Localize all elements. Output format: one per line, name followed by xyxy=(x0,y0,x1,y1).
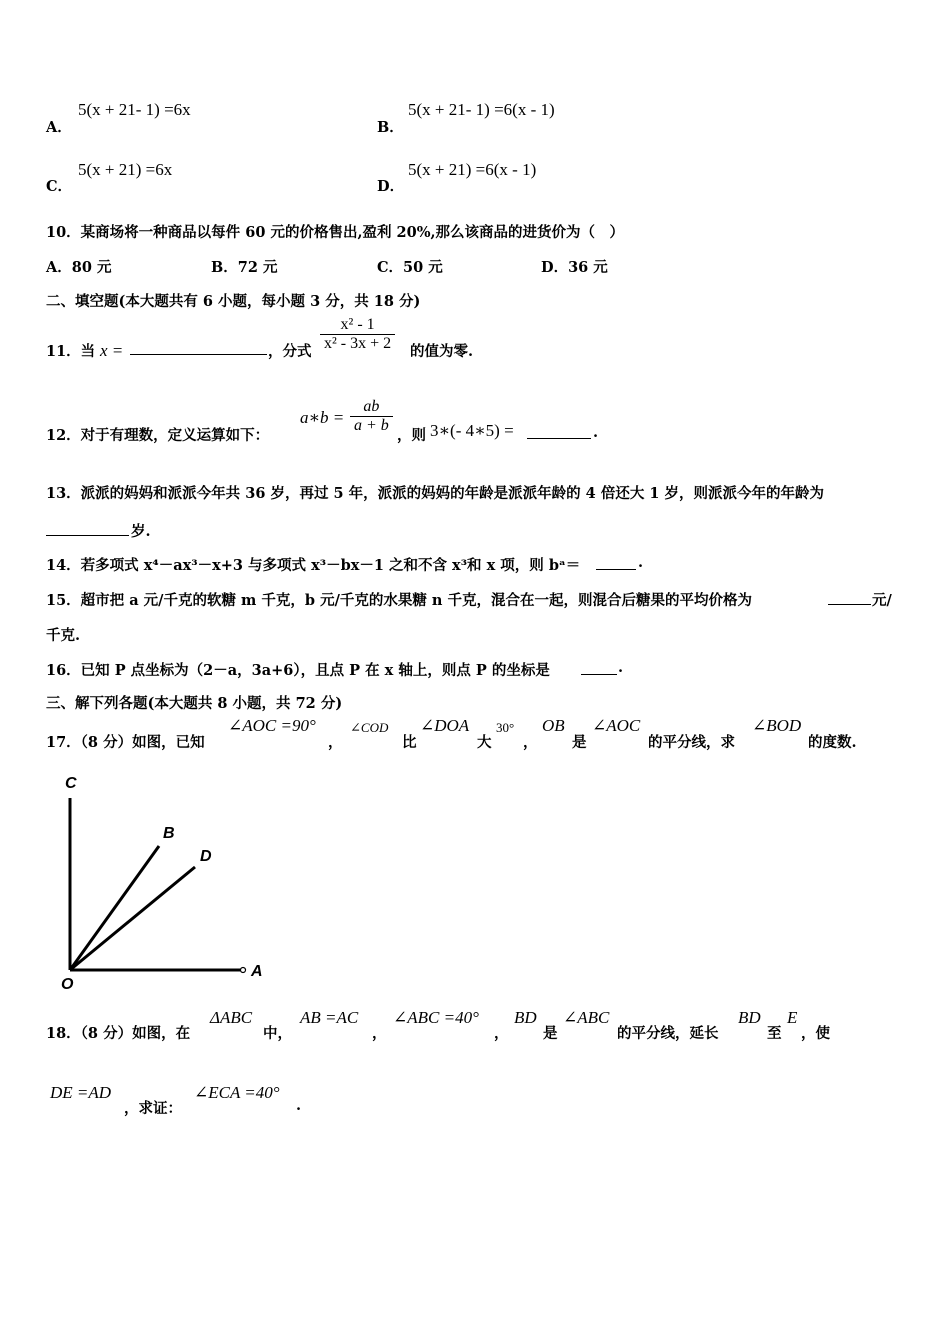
q18-text-9: ，求证： xyxy=(124,1100,182,1117)
q17-math-4: 30° xyxy=(496,720,515,735)
q17-text-7: 的平分线，求 xyxy=(648,734,735,751)
q9-option-a-label: A． xyxy=(46,119,72,136)
q13-suffix: 岁. xyxy=(131,523,151,540)
q11-mid: ，分式 xyxy=(268,343,312,360)
q10-option-c: C．50 元 xyxy=(377,259,443,276)
q18-math-2: AB =AC xyxy=(300,1008,359,1027)
q17-math-3: ∠DOA xyxy=(420,716,470,735)
q12-mid: ，则 xyxy=(397,427,426,444)
section-2-heading: 二、填空题(本大题共有 6 小题，每小题 3 分，共 18 分) xyxy=(46,293,421,310)
point-a xyxy=(241,968,246,973)
q17-text-5: ， xyxy=(523,734,538,751)
q17-angle-figure xyxy=(55,770,285,995)
q18-math-3: ∠ABC =40° xyxy=(393,1008,479,1027)
q9-option-c-label: C． xyxy=(46,178,73,195)
q15-line1: 15．超市把 a 元/千克的软糖 m 千克，b 元/千克的水果糖 n 千克，混合在一起，则混合后糖果的平均价格为 xyxy=(46,592,753,609)
q10-option-d: D．36 元 xyxy=(541,259,608,276)
q16-suffix: . xyxy=(618,659,624,676)
q18-math-7: E xyxy=(787,1008,798,1027)
q12-def-denominator: a + b xyxy=(350,416,393,435)
q16-text: 16．已知 P 点坐标为（2－a，3a+6），且点 P 在 x 轴上，则点 P 的坐标是 xyxy=(46,662,550,679)
q18-math-8: DE =AD xyxy=(50,1083,112,1102)
label-d: D xyxy=(200,848,212,865)
q18-math-4: BD xyxy=(514,1008,537,1027)
q14-text: 14．若多项式 x⁴－ax³－x+3 与多项式 x³－bx－1 之和不含 x³和 x 项，则 bᵃ＝ xyxy=(46,557,581,574)
q17-math-5: OB xyxy=(542,716,565,735)
q18-text-2: 中， xyxy=(263,1025,292,1042)
q18-math-5: ∠ABC xyxy=(563,1008,610,1027)
q11-variable: x = xyxy=(100,341,124,360)
q17-text-3: 比 xyxy=(402,734,417,751)
q17-text-6: 是 xyxy=(572,734,587,751)
q18-text-4: ， xyxy=(494,1025,509,1042)
q17-text-2: ， xyxy=(328,734,343,751)
q17-math-7: ∠BOD xyxy=(752,716,802,735)
q17-text-4: 大 xyxy=(477,734,492,751)
q13-line1: 13．派派的妈妈和派派今年共 36 岁，再过 5 年，派派的妈妈的年龄是派派年龄的 4 倍还大 1 岁，则派派今年的年龄为 xyxy=(46,485,825,502)
q18-text-10: . xyxy=(296,1097,302,1114)
section-3-heading: 三、解下列各题(本大题共 8 小题，共 72 分) xyxy=(46,695,343,712)
q12-def-fraction xyxy=(350,398,393,435)
q18-text-6: 的平分线，延长 xyxy=(617,1025,719,1042)
q13-answer-blank xyxy=(46,535,129,536)
q12-def-numerator: ab xyxy=(363,398,380,415)
q9-option-a-expr: 5(x + 21- 1) =6x xyxy=(78,100,191,119)
q16-answer-blank xyxy=(581,674,617,675)
q18-text-3: ， xyxy=(372,1025,387,1042)
q10-option-a: A．80 元 xyxy=(46,259,112,276)
q18-text-1: 18．（8 分）如图，在 xyxy=(46,1025,191,1042)
q9-option-c-expr: 5(x + 21) =6x xyxy=(78,160,173,179)
q18-math-1: ΔABC xyxy=(210,1008,253,1027)
q11-denominator: x² - 3x + 2 xyxy=(320,334,395,353)
q12-suffix: . xyxy=(593,424,599,441)
q11-suffix: 的值为零. xyxy=(410,343,474,360)
q18-text-8: ，使 xyxy=(801,1025,830,1042)
q12-answer-blank xyxy=(527,438,591,439)
q18-math-9: ∠ECA =40° xyxy=(194,1083,280,1102)
q18-math-6: BD xyxy=(738,1008,761,1027)
q10-option-b: B．72 元 xyxy=(211,259,278,276)
q14-suffix: . xyxy=(638,554,644,571)
q18-text-7: 至 xyxy=(767,1025,782,1042)
q17-text-1: 17．（8 分）如图，已知 xyxy=(46,734,205,751)
q14-answer-blank xyxy=(596,569,636,570)
q11-prefix: 11．当 xyxy=(46,343,96,360)
label-a: A xyxy=(251,963,263,980)
label-b: B xyxy=(163,825,175,842)
q9-option-d-label: D． xyxy=(377,178,405,195)
q17-math-1: ∠AOC =90° xyxy=(228,716,316,735)
q9-option-b-label: B． xyxy=(377,119,404,136)
q15-line2: 千克. xyxy=(46,627,81,644)
q17-text-8: 的度数. xyxy=(808,734,857,751)
q11-numerator: x² - 1 xyxy=(340,316,375,333)
q12-expression: 3∗(- 4∗5) = xyxy=(430,421,514,440)
q9-option-b-expr: 5(x + 21- 1) =6(x - 1) xyxy=(408,100,555,119)
q17-math-6: ∠AOC xyxy=(592,716,641,735)
q18-text-5: 是 xyxy=(543,1025,558,1042)
q11-fraction xyxy=(320,316,395,353)
q10-text: 10．某商场将一种商品以每件 60 元的价格售出,盈利 20%,那么该商品的进货价为（ ） xyxy=(46,224,625,241)
label-c: C xyxy=(65,775,77,792)
q11-answer-blank xyxy=(130,354,267,355)
label-o: O xyxy=(61,976,74,993)
q17-math-2: ∠COD xyxy=(350,720,389,735)
q12-prefix: 12．对于有理数，定义运算如下： xyxy=(46,427,270,444)
q15-line1-suffix: 元/ xyxy=(872,592,892,609)
q15-answer-blank xyxy=(828,604,871,605)
q12-def-left: a∗b = xyxy=(300,408,345,427)
q9-option-d-expr: 5(x + 21) =6(x - 1) xyxy=(408,160,537,179)
